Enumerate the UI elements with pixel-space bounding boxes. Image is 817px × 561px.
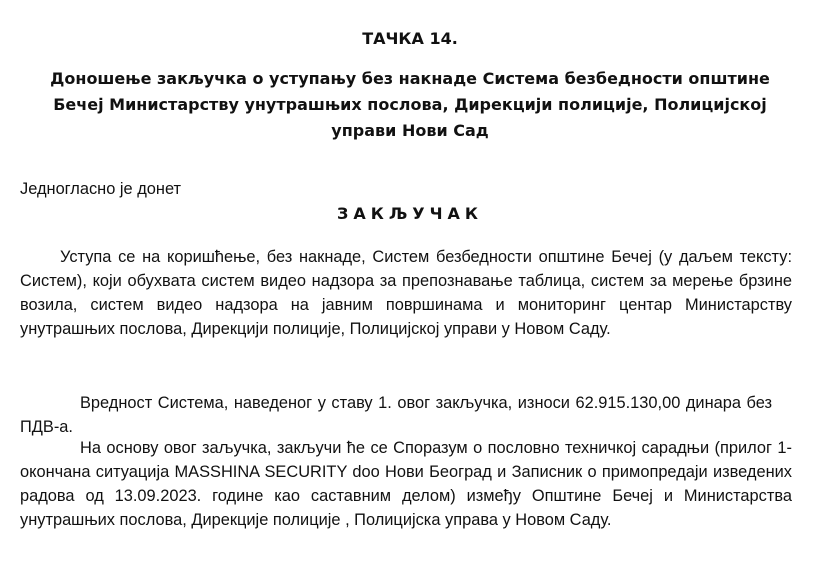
decision-heading: ЗАКЉУЧАК [336,204,484,223]
paragraph-3: На основу овог зaључка, закључи ће се Споразум о пословно техничкој сарадњи (прилог 1- окончана ситуација MASSHINA SECURITY doo Нови Београд и Записник о примопредаји изведених радова од 13.09.2023. године као саставним делом) између Општине Бечеј и Министарства унутрашњих послова, Дирекције полиције , Полицијска управа у Новом Саду. [20,439,792,529]
item-heading: ТАЧКА 14. [362,29,458,48]
paragraph-1: Уступа се на коришћење, без накнаде, Систем безбедности општине Бечеј (у даљем тексту: Систем), који обухвата систем видео надзора за препознавање таблица, систем за мерење брзине возила, систем видео надзора на јавним површинама и мониторинг центар Министарству унутрашњих послова, Дирекцији полиције, Полицијској управи у Новом Саду. [20,248,792,338]
document-title: Доношење закључка о уступању без накнаде Система безбедности општине Бечеј Министарству унутрашњих послова, Дирекцији полиције, Полицијској управи Нови Сад [50,69,770,140]
paragraph-2: Вредност Система, наведеног у ставу 1. овог закључка, износи 62.915.130,00 динара без ПДВ-а. [20,394,772,436]
intro-text: Једногласно је донет [20,180,182,198]
